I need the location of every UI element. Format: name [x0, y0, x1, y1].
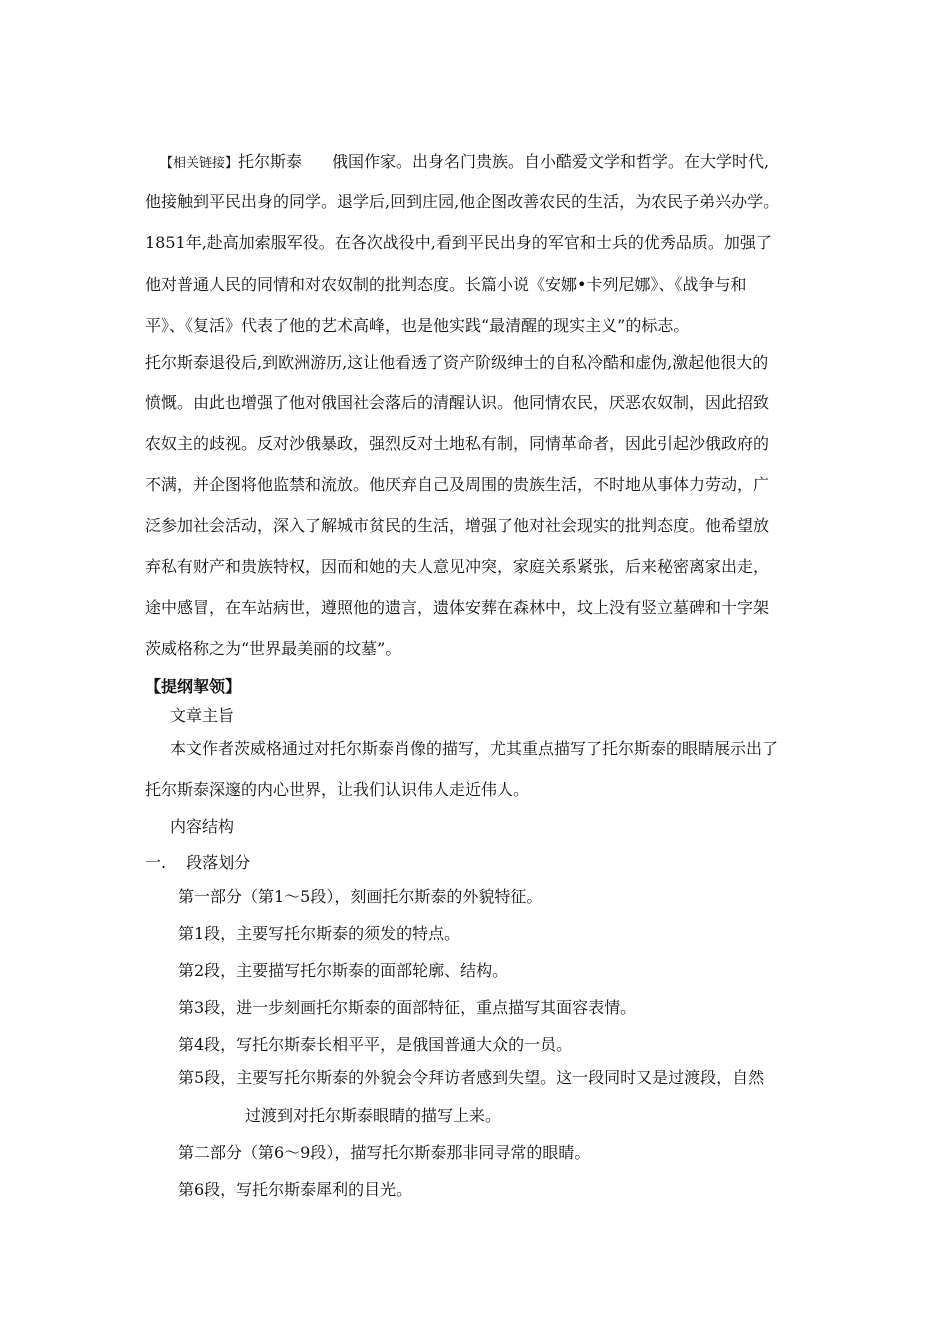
- link-name: 托尔斯泰: [238, 152, 303, 171]
- structure-title: 内容结构: [170, 817, 235, 836]
- outline-item-7: 过渡到对托尔斯泰眼睛的描写上来。: [245, 1106, 502, 1125]
- theme-line-2: 托尔斯泰深邃的内心世界，让我们认识伟人走近伟人。: [145, 780, 530, 799]
- bio-line-1: 托尔斯泰退役后,到欧洲游历,这让他看透了资产阶级绅士的自私冷酷和虚伪,激起他很大的: [145, 353, 769, 372]
- bio-line-2: 愤慨。由此也增强了他对俄国社会落后的清醒认识。他同情农民，厌恶农奴制，因此招致: [145, 393, 770, 412]
- link-label: 【相关链接】: [160, 156, 239, 171]
- bio-line-3: 农奴主的歧视。反对沙俄暴政，强烈反对土地私有制，同情革命者，因此引起沙俄政府的: [145, 434, 770, 453]
- bio-line-4: 不满，并企图将他监禁和流放。他厌弃自己及周围的贵族生活，不时地从事体力劳动，广: [145, 475, 770, 494]
- outline-item-9: 第6段，写托尔斯泰犀利的目光。: [178, 1180, 413, 1199]
- section-heading: [145, 853, 250, 873]
- section-number: 一.: [145, 853, 167, 872]
- outline-item-4: 第3段，进一步刻画托尔斯泰的面部特征，重点描写其面容表情。: [178, 998, 637, 1017]
- section-title: 段落划分: [186, 853, 251, 872]
- outline-item-3: 第2段，主要描写托尔斯泰的面部轮廓、结构。: [178, 961, 509, 980]
- link-line-3: 1851年,赴高加索服军役。在各次战役中,看到平民出身的军官和士兵的优秀品质。加强了: [145, 233, 772, 252]
- outline-item-2: 第1段，主要写托尔斯泰的须发的特点。: [178, 924, 461, 943]
- link-text: 俄国作家。出身名门贵族。自小酷爱文学和哲学。在大学时代,: [332, 152, 770, 171]
- outline-item-5: 第4段，写托尔斯泰长相平平，是俄国普通大众的一员。: [178, 1035, 573, 1054]
- bio-line-8: 茨威格称之为“世界最美丽的坟墓”。: [145, 639, 402, 658]
- theme-line-1: 本文作者茨威格通过对托尔斯泰肖像的描写，尤其重点描写了托尔斯泰的眼睛展示出了: [170, 739, 779, 758]
- outline-item-6: 第5段，主要写托尔斯泰的外貌会令拜访者感到失望。这一段同时又是过渡段，自然: [178, 1068, 765, 1087]
- link-line-2: 他接触到平民出身的同学。退学后,回到庄园,他企图改善农民的生活，为农民子弟兴办学。: [145, 192, 780, 211]
- bio-line-6: 弃私有财产和贵族特权，因而和她的夫人意见冲突，家庭关系紧张，后来秘密离家出走，: [145, 557, 770, 576]
- bio-line-5: 泛参加社会活动，深入了解城市贫民的生活，增强了他对社会现实的批判态度。他希望放: [145, 516, 770, 535]
- theme-title: 文章主旨: [170, 706, 235, 725]
- link-line-1: [160, 152, 769, 174]
- link-line-5: 平》、《复活》代表了他的艺术高峰，也是他实践“最清醒的现实主义”的标志。: [145, 316, 690, 335]
- bio-line-7: 途中感冒，在车站病世，遵照他的遗言，遗体安葬在森林中，坟上没有竖立墓碑和十字架: [145, 598, 770, 617]
- outline-item-1: 第一部分（第1～5段），刻画托尔斯泰的外貌特征。: [178, 887, 543, 906]
- outline-heading: 【提纲挈领】: [145, 677, 242, 696]
- outline-item-8: 第二部分（第6～9段），描写托尔斯泰那非同寻常的眼睛。: [178, 1143, 591, 1162]
- link-line-4: 他对普通人民的同情和对农奴制的批判态度。长篇小说《安娜•卡列尼娜》、《战争与和: [145, 275, 747, 294]
